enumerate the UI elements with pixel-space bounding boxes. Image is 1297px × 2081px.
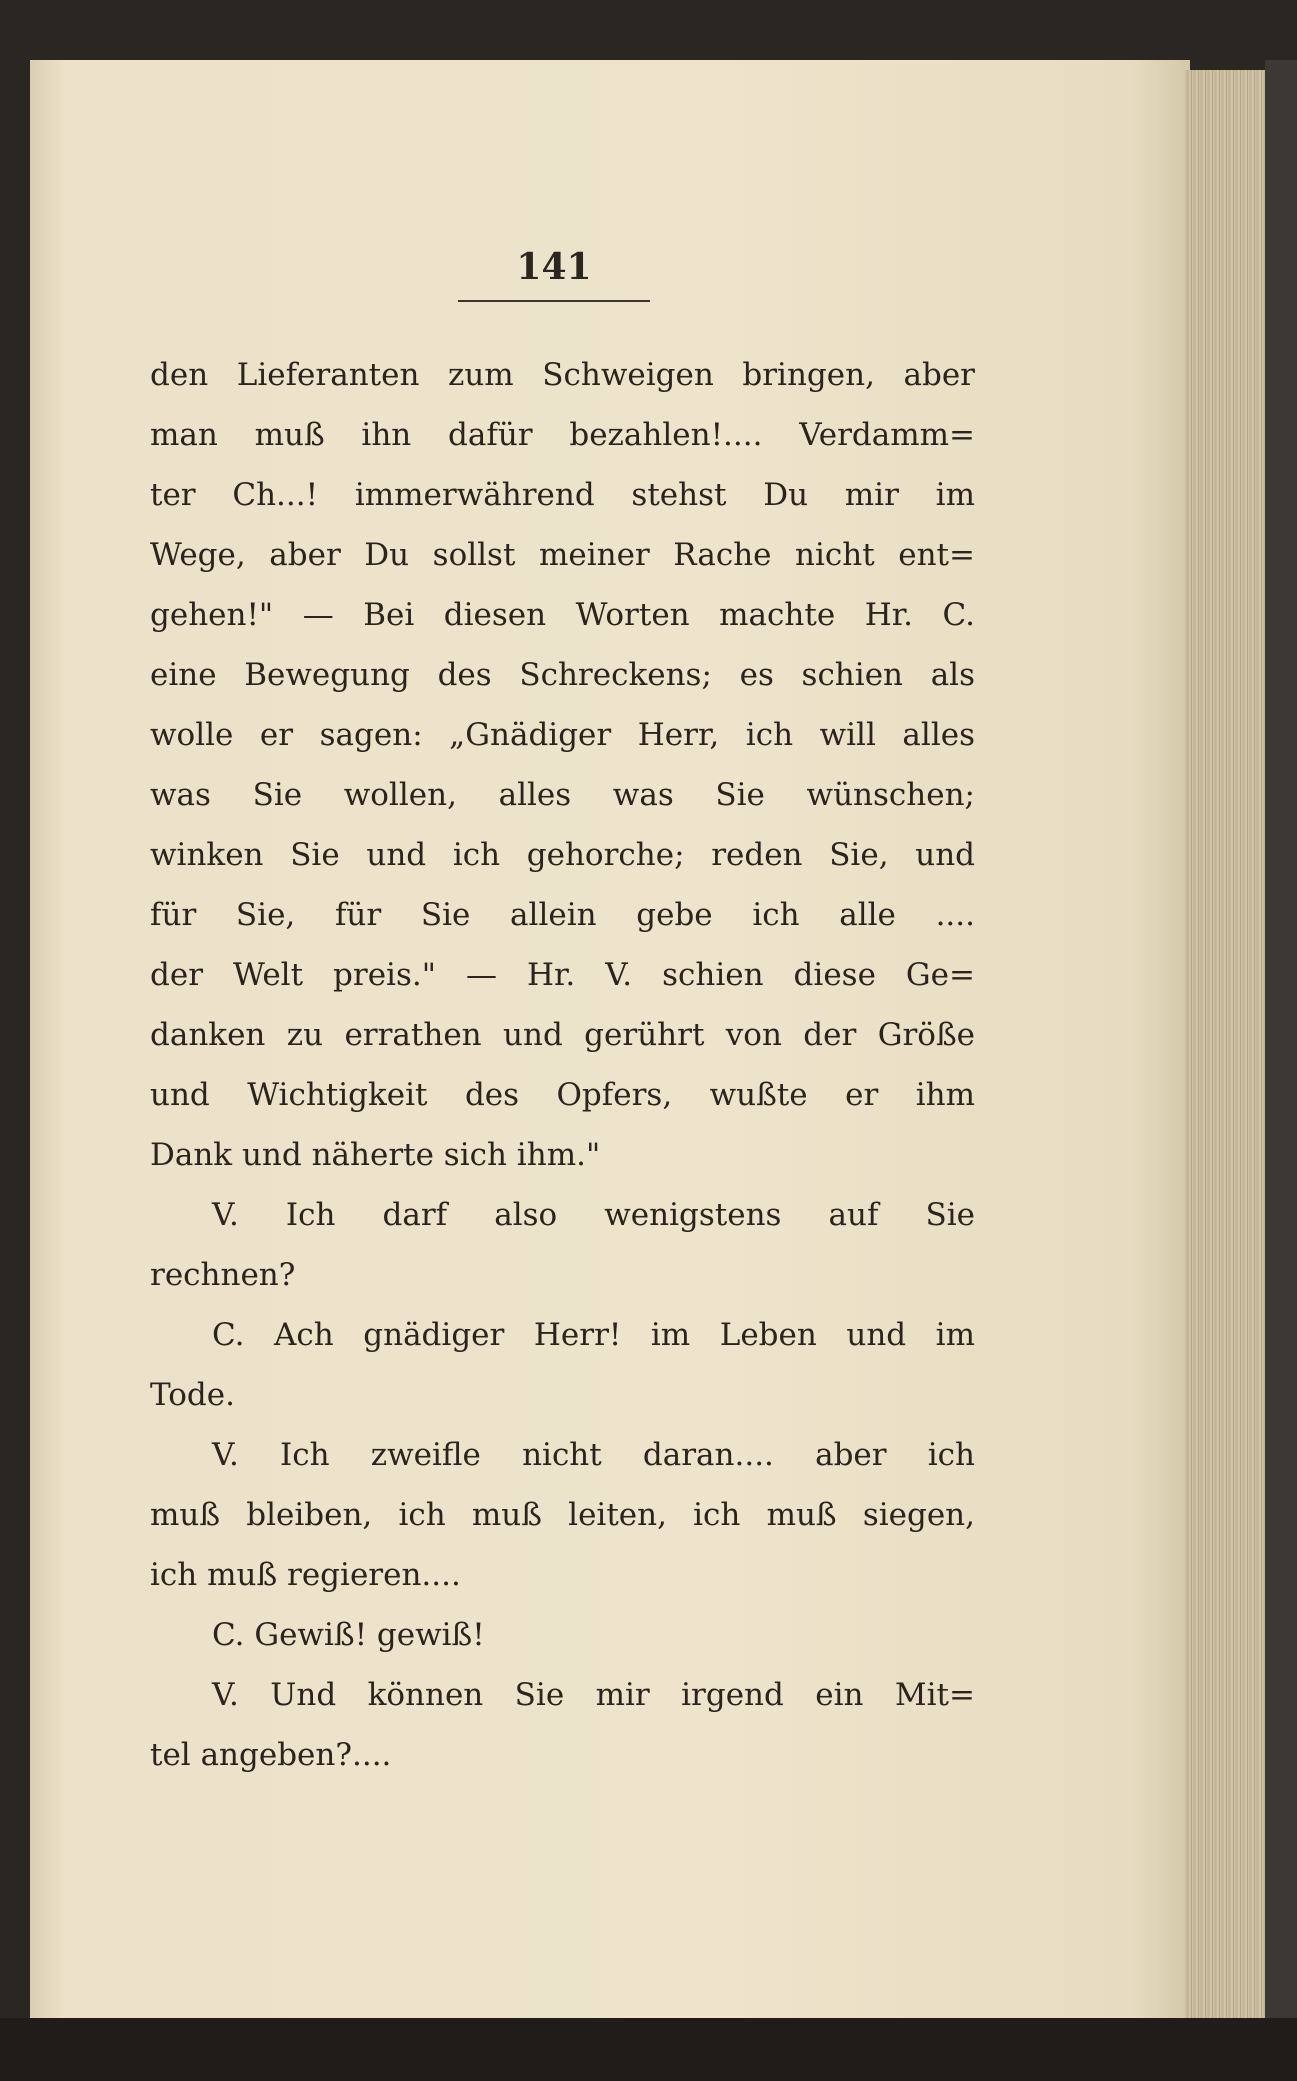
text-line: für Sie, für Sie allein gebe ich alle .... — [150, 897, 975, 933]
text-line: C. Gewiß! gewiß! — [212, 1617, 485, 1653]
page-number: 141 — [516, 246, 592, 288]
text-line: und Wichtigkeit des Opfers, wußte er ihm — [150, 1077, 975, 1113]
text-line: Wege, aber Du sollst meiner Rache nicht ent= — [150, 537, 975, 573]
text-line: was Sie wollen, alles was Sie wünschen; — [150, 777, 975, 813]
text-line: C. Ach gnädiger Herr! im Leben und im — [212, 1317, 975, 1353]
text-line: eine Bewegung des Schreckens; es schien als — [150, 657, 975, 693]
header-rule — [458, 300, 650, 302]
page-edges — [1185, 70, 1265, 2020]
text-line: danken zu errathen und gerührt von der Größe — [150, 1017, 975, 1053]
text-line: der Welt preis." — Hr. V. schien diese Ge= — [150, 957, 975, 993]
text-line: ich muß regieren.... — [150, 1557, 461, 1593]
body-text — [150, 345, 975, 1785]
text-line: ter Ch...! immerwährend stehst Du mir im — [150, 477, 975, 513]
text-line: tel angeben?.... — [150, 1737, 392, 1773]
book-cover-edge — [1265, 60, 1297, 2020]
text-line: winken Sie und ich gehorche; reden Sie, und — [150, 837, 975, 873]
text-line: rechnen? — [150, 1257, 296, 1293]
scan-background — [0, 2018, 1297, 2081]
text-line: muß bleiben, ich muß leiten, ich muß siegen, — [150, 1497, 975, 1533]
text-line: man muß ihn dafür bezahlen!.... Verdamm= — [150, 417, 975, 453]
text-line: gehen!" — Bei diesen Worten machte Hr. C. — [150, 597, 975, 633]
text-line: V. Ich darf also wenigstens auf Sie — [212, 1197, 975, 1233]
text-line: Dank und näherte sich ihm." — [150, 1137, 601, 1173]
text-line: wolle er sagen: „Gnädiger Herr, ich will alles — [150, 717, 975, 753]
text-line: den Lieferanten zum Schweigen bringen, aber — [150, 357, 975, 393]
text-line: V. Und können Sie mir irgend ein Mit= — [212, 1677, 975, 1713]
text-line: V. Ich zweifle nicht daran.... aber ich — [212, 1437, 975, 1473]
text-line: Tode. — [150, 1377, 235, 1413]
